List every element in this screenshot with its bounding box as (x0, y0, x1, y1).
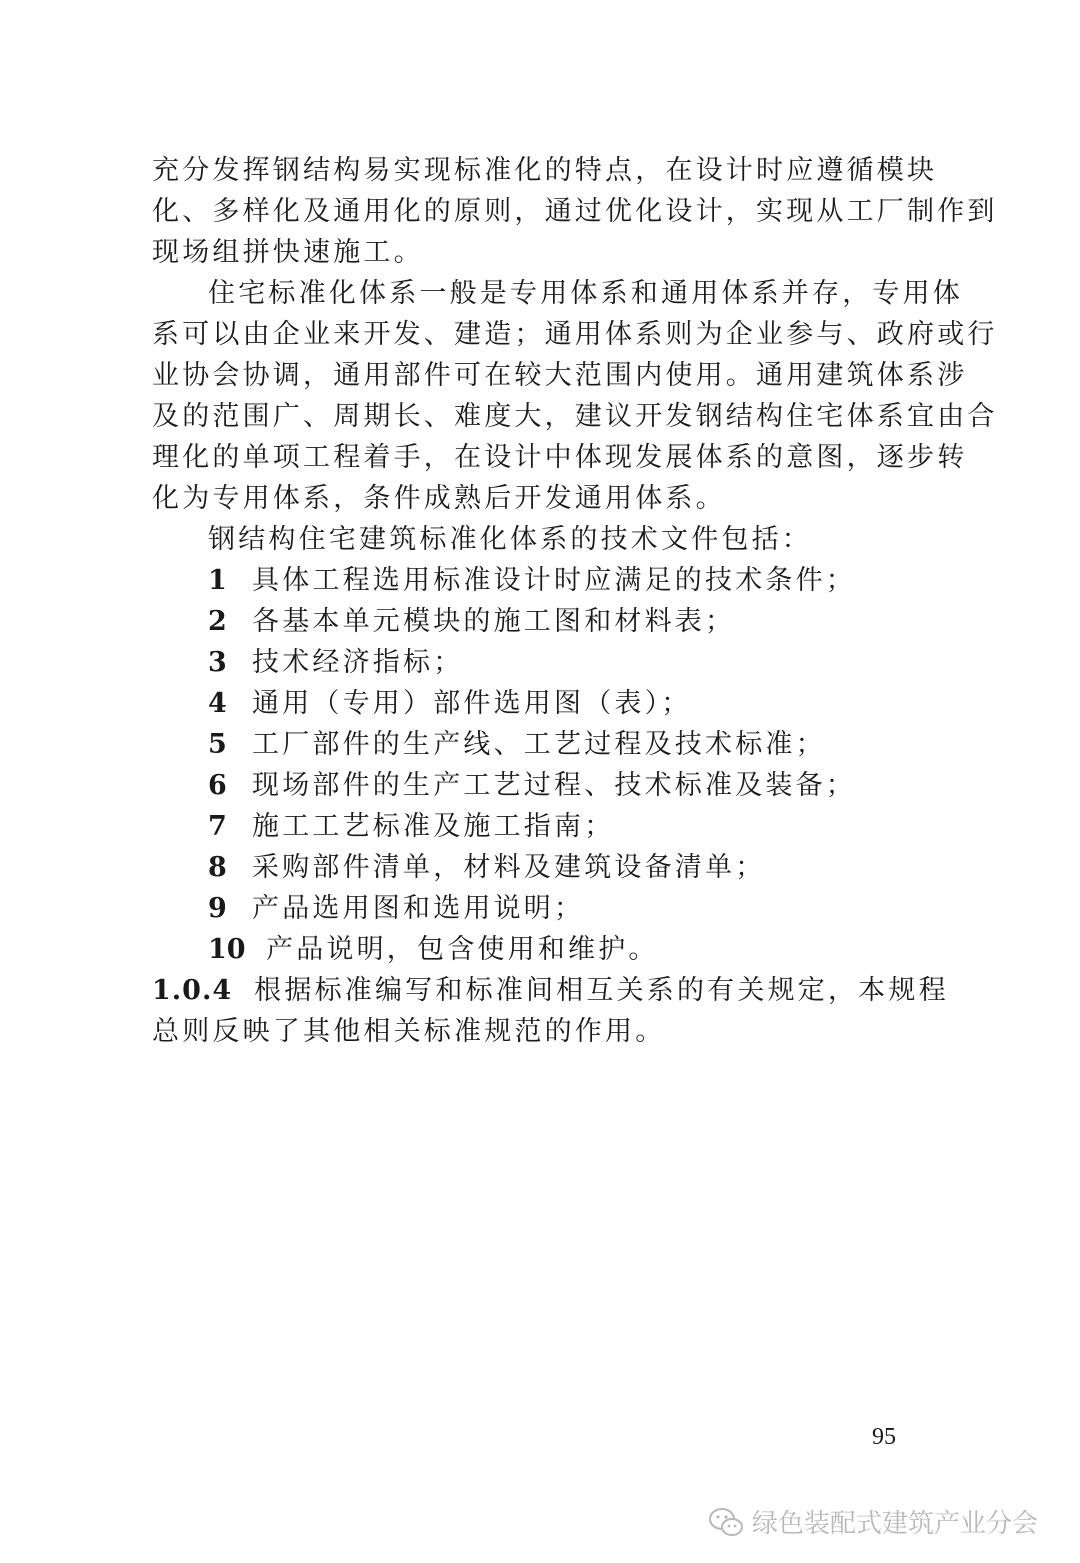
text-line (152, 970, 949, 1011)
clause-number: 1.0.4 (152, 975, 233, 1006)
list-item-text: 产品说明，包含使用和维护。 (266, 934, 659, 965)
list-item-number: 6 (208, 770, 227, 801)
watermark-text: 绿色装配式建筑产业分会 (752, 1509, 1039, 1539)
page-number: 95 (872, 1424, 896, 1450)
list-item (152, 929, 928, 970)
list-item (152, 847, 928, 888)
list-item-text: 工厂部件的生产线、工艺过程及技术标准； (252, 729, 826, 760)
list-item-text: 技术经济指标； (252, 647, 464, 678)
list-item-text: 具体工程选用标准设计时应满足的技术条件； (252, 565, 856, 596)
list-item (152, 888, 928, 929)
clause-1-0-4 (152, 970, 949, 1052)
list-item-number: 5 (208, 729, 227, 760)
paragraph-1 (152, 150, 998, 273)
list-item-number: 1 (208, 565, 227, 596)
list-item (152, 642, 928, 683)
clause-text: 根据标准编写和标准间相互关系的有关规定，本规程 (254, 975, 949, 1006)
text-line: 现场组拼快速施工。 (152, 237, 424, 268)
list-item-number: 9 (208, 893, 227, 924)
list-item-text: 各基本单元模块的施工图和材料表； (252, 606, 736, 637)
list-item-number: 2 (208, 606, 227, 637)
list-item-number: 7 (208, 811, 227, 842)
paragraph-3 (152, 519, 928, 560)
list-item-number: 3 (208, 647, 227, 678)
paragraph-2 (152, 273, 998, 519)
list-item (152, 683, 928, 724)
text-line: 总则反映了其他相关标准规范的作用。 (152, 1016, 666, 1047)
document-body (152, 150, 998, 1052)
text-line: 化、多样化及通用化的原则，通过优化设计，实现从工厂制作到 (152, 196, 998, 227)
text-line: 系可以由企业来开发、建造；通用体系则为企业参与、政府或行 (152, 319, 998, 350)
list-item-text: 施工工艺标准及施工指南； (252, 811, 615, 842)
text-line: 充分发挥钢结构易实现标准化的特点，在设计时应遵循模块 (152, 155, 938, 186)
text-line: 及的范围广、周期长、难度大，建议开发钢结构住宅体系宜由合 (152, 401, 998, 432)
list-item-text: 产品选用图和选用说明； (252, 893, 585, 924)
technical-document-list (152, 560, 928, 970)
list-item (152, 560, 928, 601)
list-item (152, 724, 928, 765)
list-item (152, 765, 928, 806)
text-line: 理化的单项工程着手，在设计中体现发展体系的意图，逐步转 (152, 442, 968, 473)
list-item-text: 通用（专用）部件选用图（表）； (252, 688, 692, 719)
list-item-number: 10 (208, 934, 246, 965)
list-item-text: 采购部件清单，材料及建筑设备清单； (252, 852, 766, 883)
text-line: 化为专用体系，条件成熟后开发通用体系。 (152, 483, 726, 514)
list-item (152, 806, 928, 847)
text-line: 钢结构住宅建筑标准化体系的技术文件包括： (208, 524, 812, 555)
text-line: 住宅标准化体系一般是专用体系和通用体系并存，专用体 (208, 278, 963, 309)
list-item (152, 601, 928, 642)
wechat-icon (708, 1507, 744, 1537)
list-item-number: 4 (208, 688, 227, 719)
list-item-text: 现场部件的生产工艺过程、技术标准及装备； (252, 770, 856, 801)
text-line: 业协会协调，通用部件可在较大范围内使用。通用建筑体系涉 (152, 360, 968, 391)
watermark (708, 1503, 1038, 1540)
list-item-number: 8 (208, 852, 227, 883)
